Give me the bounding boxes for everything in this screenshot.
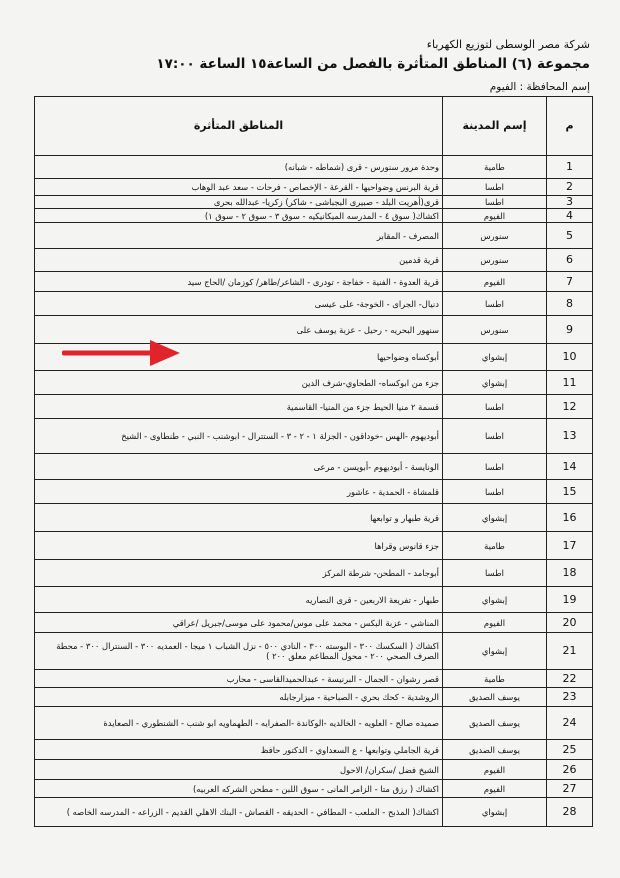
row-city: إبشواي — [443, 587, 547, 613]
row-areas: اكشاك ( السكسك ٣٠٠ - البوسته ٣٠٠ - النادي ٥٠٠ - نزل الشباب ١ ميجا - العمديه ٣٠٠ - السنترال ٣٠٠ - محطة الصرف الصحي ٢٠٠ - محول المطاعم معلق ٢٠٠ ) — [35, 633, 443, 670]
table-row — [35, 688, 593, 707]
table-row — [35, 587, 593, 613]
row-areas: قرية العدوة - الفنية - خفاجة - تودرى - الشاعر/طاهر/ كوزمان /الحاج سيد — [35, 272, 443, 292]
affected-areas-table — [34, 96, 593, 827]
row-areas: المناشي - عزبة البكس - محمد على موس/محمود على موسى/جبريل /عراقي — [35, 613, 443, 633]
row-areas: أبوكساه وضواحيها — [35, 344, 443, 371]
row-number: 11 — [547, 371, 593, 395]
row-number: 12 — [547, 395, 593, 419]
row-areas: الشيخ فضل /سكران/ الاحول — [35, 760, 443, 780]
table-row — [35, 798, 593, 827]
governorate-label: إسم المحافظة : الفيوم — [489, 81, 590, 93]
table-row — [35, 780, 593, 798]
table-row — [35, 670, 593, 688]
table-row — [35, 740, 593, 760]
table-row — [35, 196, 593, 209]
row-areas: المصرف - المقابر — [35, 223, 443, 249]
row-areas: قسمة ٢ منيا الحيط جزء من المنيا- القاسمية — [35, 395, 443, 419]
table-row — [35, 371, 593, 395]
row-areas: دنيال- الجراى - الخوجة- على عيسى — [35, 292, 443, 316]
header-num: م — [547, 97, 593, 156]
row-number: 26 — [547, 760, 593, 780]
row-areas: وحدة مرور سنورس - قرى (شماطه - شبانه) — [35, 156, 443, 179]
row-number: 17 — [547, 532, 593, 560]
row-city: سنورس — [443, 316, 547, 344]
row-areas: جزء قانوس وقراها — [35, 532, 443, 560]
row-number: 20 — [547, 613, 593, 633]
row-city: طامية — [443, 156, 547, 179]
row-city: يوسف الصديق — [443, 688, 547, 707]
row-number: 15 — [547, 480, 593, 504]
row-number: 4 — [547, 209, 593, 223]
row-areas: اكشاك ( رزق متا - الزامر المانى - سوق اللبن - مطحن الشركه العربيه) — [35, 780, 443, 798]
row-city: يوسف الصديق — [443, 740, 547, 760]
row-city: الفيوم — [443, 760, 547, 780]
table-row — [35, 223, 593, 249]
table-row — [35, 454, 593, 480]
row-areas: قرية البرنس وضواحيها - القرعة - الإخصاص - فرحات - سعد عبد الوهاب — [35, 179, 443, 196]
table-row — [35, 633, 593, 670]
table-row — [35, 480, 593, 504]
row-areas: أبوديهوم -الهس -خوداقون - الجزلة ١ - ٢ - ٣ - الستترال - ابوشنب - النبي - طنطاوى - الشيخ — [35, 419, 443, 454]
row-number: 10 — [547, 344, 593, 371]
row-city: اطسا — [443, 454, 547, 480]
table-row — [35, 613, 593, 633]
row-city: يوسف الصديق — [443, 707, 547, 740]
row-number: 28 — [547, 798, 593, 827]
header-areas: المناطق المتأثرة — [35, 97, 443, 156]
row-city: اطسا — [443, 395, 547, 419]
table-row — [35, 760, 593, 780]
row-areas: قرية الجاملي وتوابعها - ع السعداوي - الدكتور حافظ — [35, 740, 443, 760]
row-number: 27 — [547, 780, 593, 798]
row-number: 2 — [547, 179, 593, 196]
row-number: 14 — [547, 454, 593, 480]
row-number: 3 — [547, 196, 593, 209]
row-number: 22 — [547, 670, 593, 688]
table-row — [35, 249, 593, 272]
row-areas: قصر رشوان - الجمال - البرنيسة - عبدالحميدالقاسى - محارب — [35, 670, 443, 688]
row-areas: اكشاك( سوق ٤ - المدرسه الميكانيكيه - سوق ٣ - سوق ٢ - سوق ١) — [35, 209, 443, 223]
table-row — [35, 504, 593, 532]
table-row — [35, 272, 593, 292]
row-number: 16 — [547, 504, 593, 532]
table-row — [35, 707, 593, 740]
row-city: طامية — [443, 532, 547, 560]
row-number: 21 — [547, 633, 593, 670]
row-number: 1 — [547, 156, 593, 179]
row-areas: أبوجامد - المطحن- شرطة المركز — [35, 560, 443, 587]
row-areas: صميده صالح - العلويه - الخالديه -الوكاندة -الصفرايه - الطهماويه ابو شنب - الشنطوري - الصعايدة — [35, 707, 443, 740]
row-city: إبشواي — [443, 798, 547, 827]
row-areas: قلمشاة - الحمدية - عاشور — [35, 480, 443, 504]
row-city: طامية — [443, 670, 547, 688]
row-areas: سنهور البحريه - رحيل - عزبة يوسف على — [35, 316, 443, 344]
row-city: الفيوم — [443, 780, 547, 798]
table-row — [35, 179, 593, 196]
row-number: 13 — [547, 419, 593, 454]
row-areas: قرية قدمين — [35, 249, 443, 272]
table-row — [35, 395, 593, 419]
row-city: الفيوم — [443, 272, 547, 292]
row-number: 6 — [547, 249, 593, 272]
row-areas: اكشاك( المذبح - الملعب - المطافي - الحديقه - القصاش - البنك الاهلي القديم - الزراعه - المدرسه الخاصه ) — [35, 798, 443, 827]
row-city: إبشواي — [443, 504, 547, 532]
row-city: اطسا — [443, 560, 547, 587]
row-number: 24 — [547, 707, 593, 740]
table-row — [35, 156, 593, 179]
row-number: 5 — [547, 223, 593, 249]
row-city: إبشواي — [443, 633, 547, 670]
row-number: 23 — [547, 688, 593, 707]
row-number: 8 — [547, 292, 593, 316]
row-city: سنورس — [443, 249, 547, 272]
row-number: 18 — [547, 560, 593, 587]
row-city: الفيوم — [443, 613, 547, 633]
header-city: إسم المدينة — [443, 97, 547, 156]
row-number: 25 — [547, 740, 593, 760]
row-city: اطسا — [443, 196, 547, 209]
row-city: اطسا — [443, 419, 547, 454]
table-row — [35, 532, 593, 560]
row-areas: جزء من ابوكساه- الطحاوي-شرف الدين — [35, 371, 443, 395]
red-arrow-icon — [62, 339, 182, 367]
row-city: سنورس — [443, 223, 547, 249]
table-row — [35, 419, 593, 454]
row-city: إبشواي — [443, 371, 547, 395]
table-row — [35, 292, 593, 316]
row-areas: الونايسة - أبوديهوم -أبويسن - مرعى — [35, 454, 443, 480]
row-city: اطسا — [443, 179, 547, 196]
row-city: الفيوم — [443, 209, 547, 223]
row-areas: الروشدية - كحك بحري - الصباحية - ميزارجابله — [35, 688, 443, 707]
table-header-row — [35, 97, 593, 156]
row-city: اطسا — [443, 292, 547, 316]
row-city: اطسا — [443, 480, 547, 504]
row-city: إبشواي — [443, 344, 547, 371]
row-number: 7 — [547, 272, 593, 292]
row-number: 19 — [547, 587, 593, 613]
row-areas: قرى(أهريت البلد - صبيرى البجباشى - شاكر) زكريا- عبدالله بحرى — [35, 196, 443, 209]
row-areas: طبهار - تفريعة الاربعين - قرى النصاريه — [35, 587, 443, 613]
row-areas: قرية طبهار و توابعها — [35, 504, 443, 532]
table-row — [35, 209, 593, 223]
table-row — [35, 560, 593, 587]
company-name: شركة مصر الوسطى لتوزيع الكهرباء — [426, 38, 590, 51]
group-title: مجموعة (٦) المناطق المتأثرة بالفصل من الساعة١٥ الساعة ١٧:٠٠ — [156, 56, 590, 72]
row-number: 9 — [547, 316, 593, 344]
